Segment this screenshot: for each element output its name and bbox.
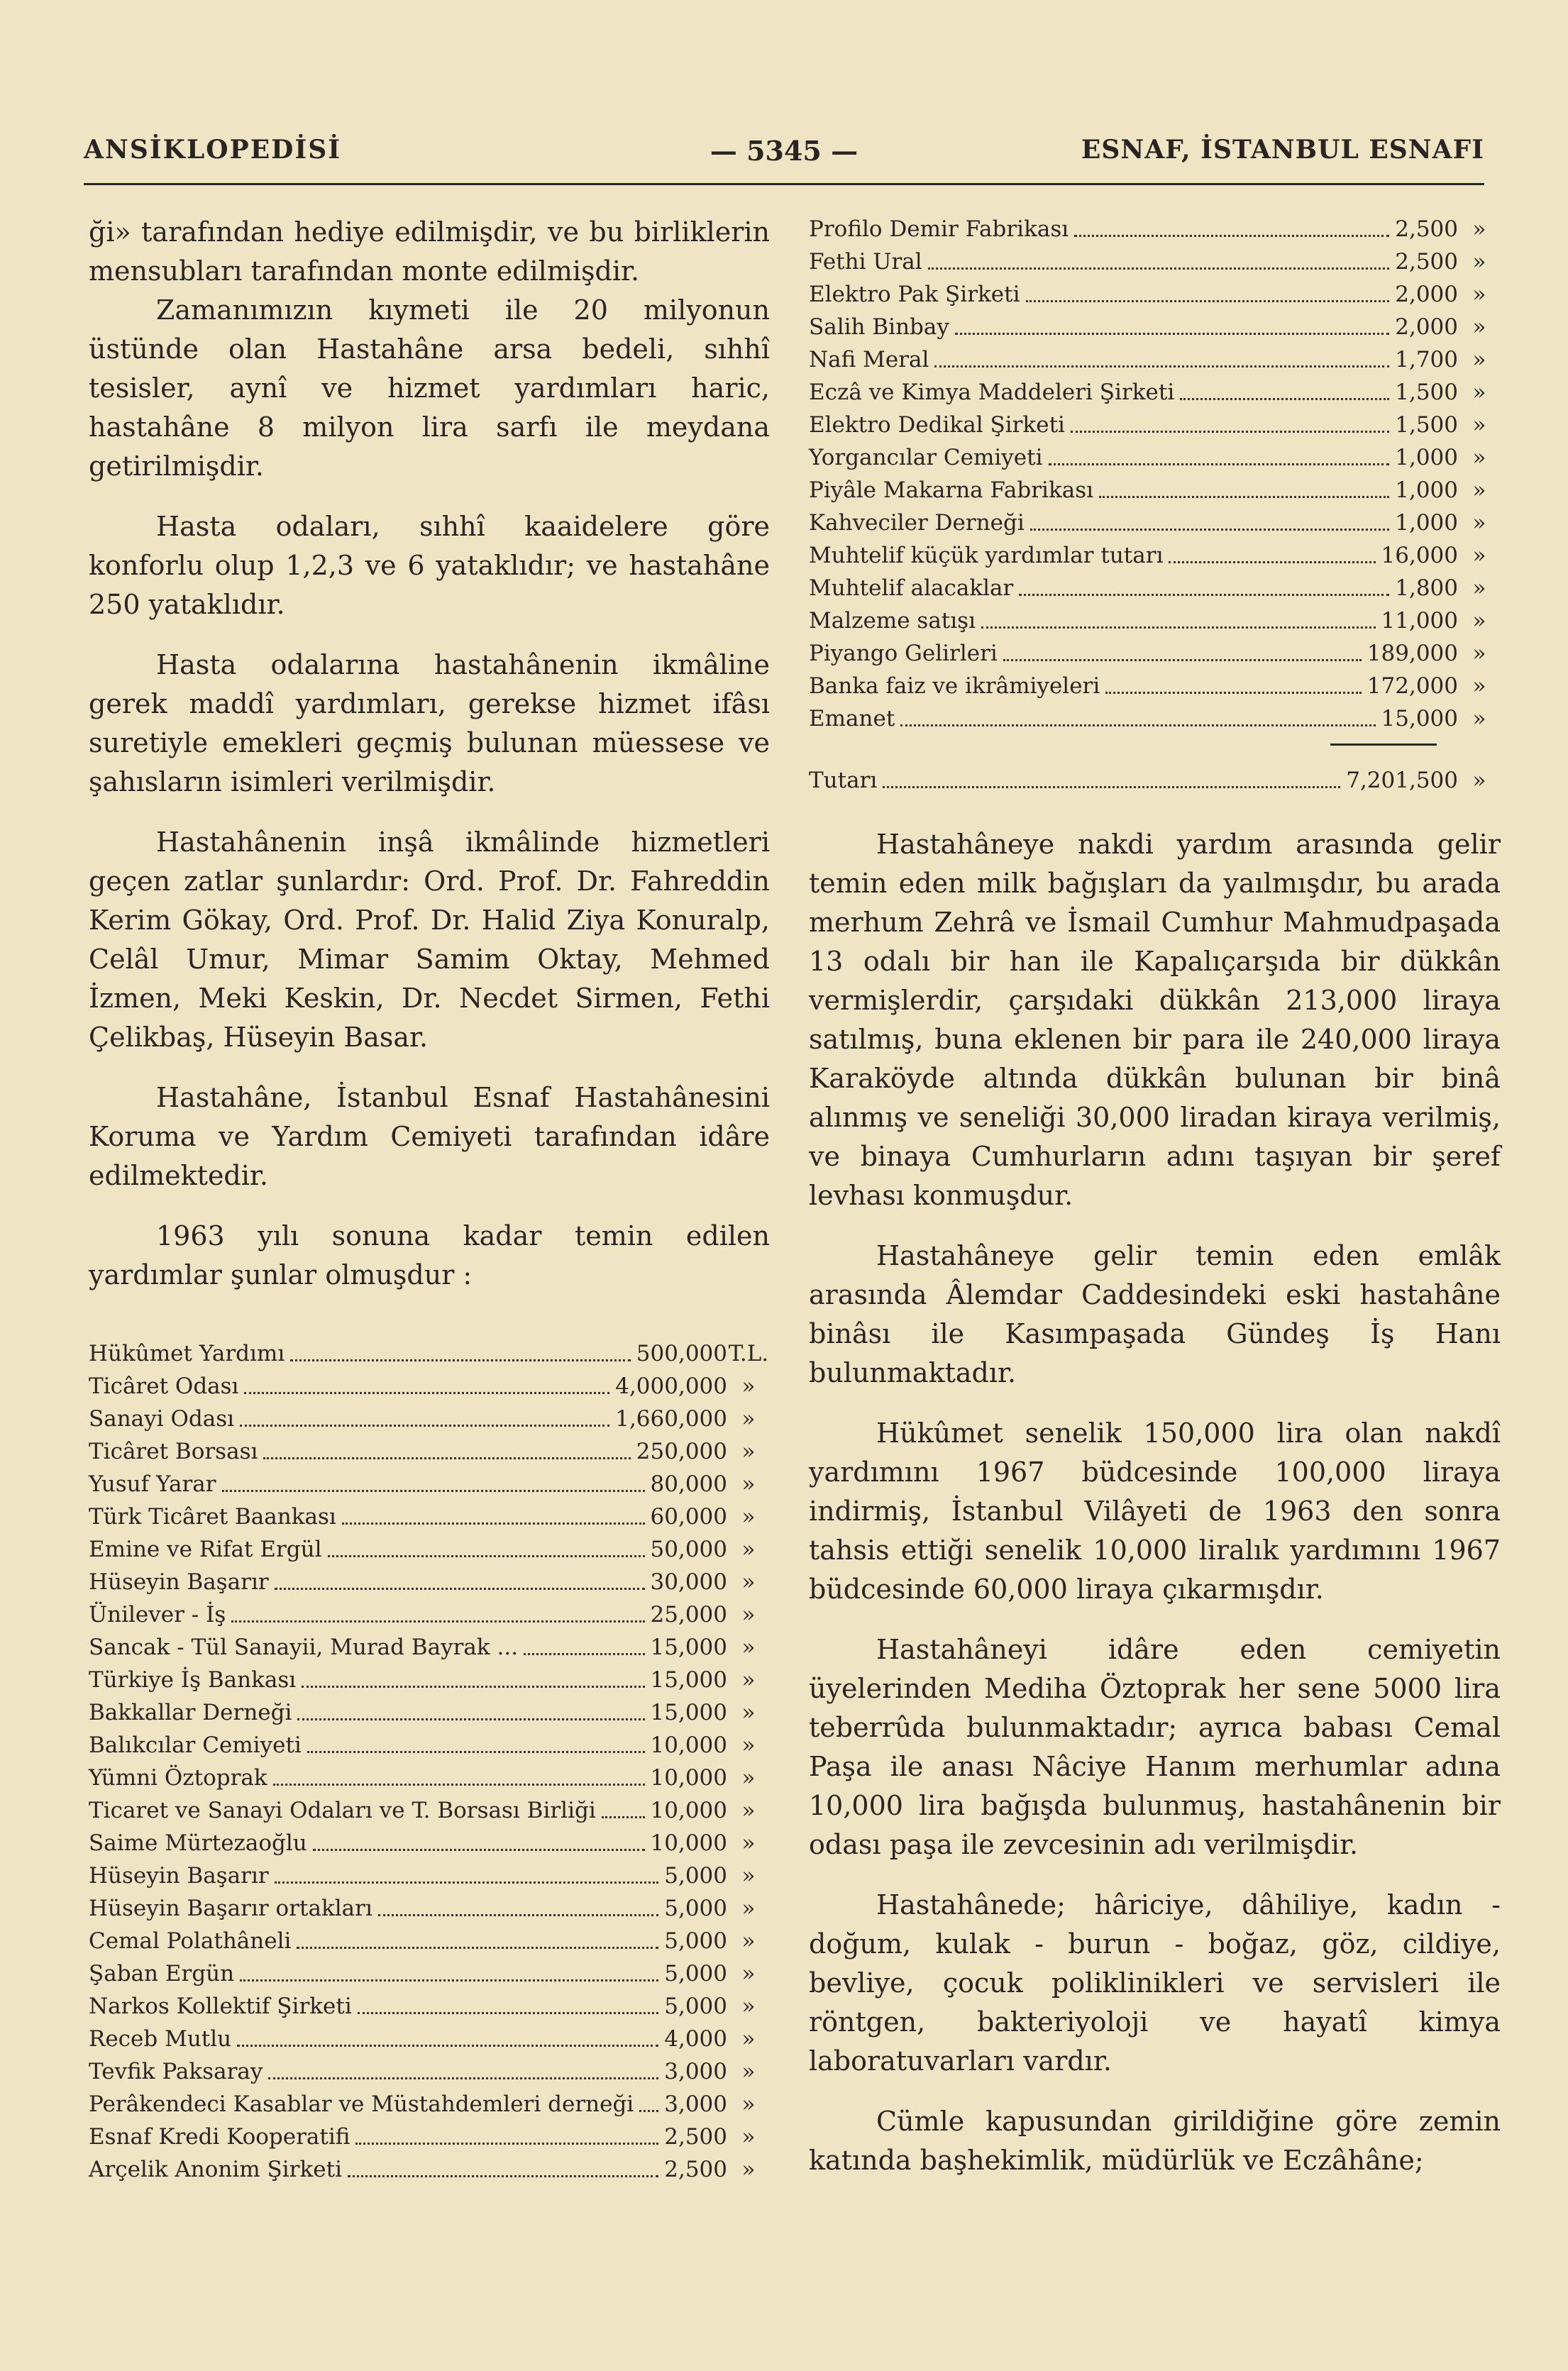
leader-dots	[1169, 561, 1375, 563]
entry-amount: 25,000	[650, 1602, 727, 1627]
entry-name: Fethi Ural	[809, 249, 922, 275]
entry-name: Hüseyin Başarır	[89, 1569, 269, 1595]
leader-dots	[297, 1718, 644, 1720]
paragraph: Cümle kapusundan girildiğine göre zemin katında başhekimlik, müdürlük ve Eczâhâne;	[809, 2106, 1501, 2176]
entry-name: Elektro Pak Şirketi	[809, 282, 1020, 307]
leader-dots	[602, 1816, 645, 1818]
list-item	[809, 702, 1501, 735]
entry-amount: 5,000	[664, 1961, 727, 1986]
list-item	[89, 2055, 770, 2088]
leader-dots	[297, 1947, 658, 1949]
leader-dots	[1030, 529, 1389, 531]
entry-name: Elektro Dedikal Şirketi	[809, 412, 1065, 438]
paragraph: Hastahânenin inşâ ikmâlinde hizmetleri geçen zatlar şunlardır: Ord. Prof. Dr. Fahreddin Kerim Gökay, Ord. Prof. Dr. Halid Ziya Konuralp, Celâl Umur, Mimar Samim Oktay, Mehmed İzmen, Meki Keskin, Dr. Necdet Sirmen, Fethi Çelikbaş, Hüseyin Basar.	[89, 827, 770, 1053]
entry-unit: »	[741, 1700, 756, 1725]
entry-name: Hüseyin Başarır ortakları	[89, 1896, 372, 1921]
leader-dots	[290, 1359, 631, 1361]
entry-name: Emanet	[809, 706, 895, 731]
paragraph: Hastahânede; hâriciye, dâhiliye, kadın - doğum, kulak - burun - boğaz, göz, cildiye, bevliye, çocuk poliklinikleri ve servisleri ile röntgen, bakteriyoloji ve hayatî kimya laboratuvarları vardır.	[809, 1889, 1501, 2077]
entry-amount: 1,500	[1395, 412, 1458, 438]
entry-unit: »	[1472, 380, 1486, 405]
leader-dots	[955, 333, 1389, 335]
entry-name: Yorgancılar Cemiyeti	[809, 445, 1043, 470]
list-item	[89, 1827, 770, 1859]
entry-amount: 15,000	[650, 1635, 727, 1660]
leader-dots	[1003, 659, 1362, 661]
left-column	[89, 213, 770, 2186]
entry-unit: »	[1472, 445, 1486, 470]
entry-name: Narkos Kollektif Şirketi	[89, 1994, 352, 2019]
entry-amount: 15,000	[650, 1667, 727, 1693]
list-item	[89, 1468, 770, 1500]
entry-amount: 1,660,000	[615, 1406, 727, 1432]
leader-dots	[524, 1653, 644, 1655]
entry-name: Hüseyin Başarır	[89, 1863, 269, 1889]
total-label: Tutarı	[809, 768, 878, 793]
entry-amount: 15,000	[1381, 706, 1458, 731]
header-article-title: ESNAF, İSTANBUL ESNAFI	[1081, 135, 1484, 165]
entry-amount: 2,500	[664, 2157, 727, 2182]
entry-amount: 4,000	[664, 2026, 727, 2052]
entry-amount: 5,000	[664, 1928, 727, 1954]
list-item	[89, 1794, 770, 1827]
leader-dots	[358, 2012, 658, 2014]
entry-name: Muhtelif alacaklar	[809, 575, 1014, 601]
entry-unit: T.L.	[728, 1341, 769, 1366]
list-item	[809, 245, 1501, 278]
leader-dots	[273, 1784, 645, 1786]
entry-name: Balıkcılar Cemiyeti	[89, 1732, 302, 1758]
entry-unit: »	[1472, 477, 1486, 503]
header-encyclopedia-title: ANSİKLOPEDİSİ	[84, 135, 342, 165]
entry-name: Ticaret ve Sanayi Odaları ve T. Borsası Birliği	[89, 1798, 596, 1823]
leader-dots	[222, 1490, 645, 1492]
entry-unit: »	[741, 1667, 756, 1693]
entry-name: Cemal Polathâneli	[89, 1928, 292, 1954]
leader-dots	[237, 2045, 658, 2047]
entry-name: Malzeme satışı	[809, 608, 976, 634]
entry-unit: »	[741, 1374, 756, 1399]
entry-name: Sancak - Tül Sanayii, Murad Bayrak ...	[89, 1635, 519, 1660]
leader-dots	[934, 365, 1389, 367]
leader-dots	[244, 1392, 609, 1394]
paragraph: Hastahâneye gelir temin eden emlâk arasında Âlemdar Caddesindeki eski hastahâne binâsı ile Kasımpaşada Gündeş İş Hanı bulunmaktadır.	[809, 1240, 1501, 1388]
entry-unit: »	[741, 2059, 756, 2084]
entry-unit: »	[741, 1765, 756, 1791]
list-item	[809, 311, 1501, 343]
entry-amount: 1,800	[1395, 575, 1458, 601]
entry-unit: »	[741, 1471, 756, 1497]
entry-amount: 15,000	[650, 1700, 727, 1725]
entry-name: Eczâ ve Kimya Maddeleri Şirketi	[809, 380, 1175, 405]
leader-dots	[900, 724, 1375, 726]
entry-name: Bakkallar Derneği	[89, 1700, 292, 1725]
entry-unit: »	[741, 1961, 756, 1986]
leader-dots	[263, 1457, 630, 1459]
list-item	[89, 1500, 770, 1533]
entry-unit: »	[741, 1798, 756, 1823]
entry-amount: 1,500	[1395, 380, 1458, 405]
leader-dots	[355, 2143, 658, 2145]
entry-amount: 2,000	[1395, 282, 1458, 307]
entry-unit: »	[741, 1439, 756, 1464]
entry-name: Ticâret Borsası	[89, 1439, 258, 1464]
entry-unit: »	[1472, 347, 1486, 372]
paragraph: 1963 yılı sonuna kadar temin edilen yardımlar şunlar olmuşdur :	[89, 1220, 770, 1290]
entry-amount: 1,700	[1395, 347, 1458, 372]
entry-name: Piyâle Makarna Fabrikası	[809, 477, 1094, 503]
entry-name: Nafi Meral	[809, 347, 929, 372]
entry-unit: »	[741, 1406, 756, 1432]
entry-name: Piyango Gelirleri	[809, 641, 998, 666]
list-item	[89, 2023, 770, 2055]
leader-dots	[883, 786, 1340, 788]
entry-amount: 500,000	[636, 1341, 727, 1366]
entry-name: Tevfik Paksaray	[89, 2059, 263, 2084]
leader-dots	[1099, 496, 1389, 498]
list-item	[89, 2121, 770, 2153]
list-item	[89, 1631, 770, 1664]
entry-name: Perâkendeci Kasablar ve Müstahdemleri derneği	[89, 2091, 634, 2117]
entry-unit: »	[741, 1896, 756, 1921]
entry-name: Yusuf Yarar	[89, 1471, 216, 1497]
entry-name: Ünilever - İş	[89, 1602, 226, 1627]
list-item	[89, 1729, 770, 1762]
leader-dots	[1071, 431, 1389, 433]
entry-amount: 10,000	[650, 1830, 727, 1856]
entry-amount: 50,000	[650, 1537, 727, 1562]
entry-unit: »	[1472, 575, 1486, 601]
entry-amount: 80,000	[650, 1471, 727, 1497]
entry-amount: 250,000	[636, 1439, 727, 1464]
paragraph: Hasta odaları, sıhhî kaaidelere göre konforlu olup 1,2,3 ve 6 yataklıdır; ve hastahâne 250 yataklıdır.	[89, 511, 770, 620]
leader-dots	[1019, 594, 1389, 596]
list-item	[89, 1435, 770, 1468]
leader-dots	[302, 1686, 644, 1688]
entry-amount: 5,000	[664, 1863, 727, 1889]
total-unit: »	[1472, 768, 1486, 793]
total-amount: 7,201,500	[1346, 768, 1458, 793]
leader-dots	[1180, 398, 1389, 400]
entry-unit: »	[741, 2124, 756, 2150]
leader-dots	[378, 1914, 658, 1916]
entry-name: Ticâret Odası	[89, 1374, 239, 1399]
leader-dots	[1105, 692, 1362, 694]
list-item	[89, 1337, 770, 1370]
entry-name: Saime Mürtezaoğlu	[89, 1830, 307, 1856]
list-item	[809, 572, 1501, 604]
list-item	[89, 2088, 770, 2121]
total-row	[809, 764, 1501, 797]
leader-dots	[231, 1620, 644, 1623]
leader-dots	[639, 2110, 658, 2112]
leader-dots	[928, 267, 1390, 270]
page-header	[84, 135, 1484, 177]
list-item	[809, 474, 1501, 507]
leader-dots	[275, 1881, 659, 1884]
entry-amount: 60,000	[650, 1504, 727, 1530]
entry-amount: 2,500	[664, 2124, 727, 2150]
leader-dots	[1074, 235, 1389, 237]
entry-unit: »	[1472, 282, 1486, 307]
leader-dots	[981, 626, 1376, 629]
entry-unit: »	[741, 1994, 756, 2019]
leader-dots	[1026, 300, 1390, 302]
entry-name: Türkiye İş Bankası	[89, 1667, 297, 1693]
entry-amount: 10,000	[650, 1798, 727, 1823]
entry-unit: »	[1472, 641, 1486, 666]
entry-amount: 10,000	[650, 1732, 727, 1758]
entry-name: Salih Binbay	[809, 314, 949, 340]
entry-unit: »	[1472, 249, 1486, 275]
list-item	[809, 278, 1501, 311]
list-item	[89, 1957, 770, 1990]
entry-unit: »	[1472, 673, 1486, 699]
entry-name: Banka faiz ve ikrâmiyeleri	[809, 673, 1100, 699]
entry-amount: 2,500	[1395, 216, 1458, 242]
entry-unit: »	[1472, 314, 1486, 340]
entry-name: Muhtelif küçük yardımlar tutarı	[809, 543, 1164, 568]
entry-name: Kahveciler Derneği	[809, 510, 1025, 536]
entry-unit: »	[741, 1928, 756, 1954]
entry-amount: 11,000	[1381, 608, 1458, 634]
list-item	[89, 1566, 770, 1598]
entry-name: Hükûmet Yardımı	[89, 1341, 285, 1366]
entry-unit: »	[741, 2091, 756, 2117]
header-rule	[84, 183, 1484, 185]
entry-amount: 16,000	[1381, 543, 1458, 568]
entry-amount: 3,000	[664, 2091, 727, 2117]
leader-dots	[328, 1555, 645, 1557]
entry-unit: »	[1472, 510, 1486, 536]
entry-amount: 1,000	[1395, 445, 1458, 470]
entry-amount: 2,000	[1395, 314, 1458, 340]
entry-amount: 1,000	[1395, 510, 1458, 536]
list-item	[89, 1664, 770, 1696]
list-item	[89, 1403, 770, 1435]
entry-amount: 3,000	[664, 2059, 727, 2084]
leader-dots	[348, 2175, 658, 2177]
paragraph: Hastahâne, İstanbul Esnaf Hastahânesini Koruma ve Yardım Cemiyeti tarafından idâre edilmektedir.	[89, 1082, 770, 1191]
leader-dots	[275, 1588, 645, 1590]
leader-dots	[268, 2077, 658, 2079]
list-item	[89, 1370, 770, 1403]
list-item	[809, 637, 1501, 670]
entry-name: Esnaf Kredi Kooperatifi	[89, 2124, 350, 2150]
entry-amount: 5,000	[664, 1994, 727, 2019]
list-item	[89, 1598, 770, 1631]
list-item	[89, 1533, 770, 1566]
entry-unit: »	[741, 1504, 756, 1530]
donations-list-right	[809, 213, 1501, 735]
entry-name: Yümni Öztoprak	[89, 1765, 267, 1791]
list-item	[809, 376, 1501, 409]
leader-dots	[240, 1979, 658, 1982]
entry-unit: »	[1472, 543, 1486, 568]
entry-amount: 30,000	[650, 1569, 727, 1595]
leader-dots	[342, 1522, 645, 1525]
leader-dots	[307, 1751, 645, 1753]
entry-unit: »	[1472, 216, 1486, 242]
entry-name: Arçelik Anonim Şirketi	[89, 2157, 342, 2182]
paragraph: ği» tarafından hediye edilmişdir, ve bu birliklerin mensubları tarafından monte edilmişdir.	[89, 216, 770, 287]
paragraph: Hastahâneye nakdi yardım arasında gelir temin eden milk bağışları da yaılmışdır, bu arada merhum Zehrâ ve İsmail Cumhur Mahmudpaşada 13 odalı bir han ile Kapalıçarşıda bir dükkân vermişlerdir, çarşıdaki dükkân 213,000 liraya satılmış, buna eklenen bir para ile 240,000 liraya Karaköyde altında dükkân bulunan bir binâ alınmış ve seneliği 30,000 liradan kiraya verilmiş, ve binaya Cumhurların adını taşıyan bir şeref levhası konmuşdur.	[809, 829, 1501, 1211]
list-item	[809, 343, 1501, 376]
list-item	[809, 409, 1501, 441]
entry-name: Receb Mutlu	[89, 2026, 232, 2052]
entry-amount: 5,000	[664, 1896, 727, 1921]
entry-amount: 4,000,000	[615, 1374, 727, 1399]
leader-dots	[1049, 463, 1390, 465]
list-item	[809, 604, 1501, 637]
list-item	[89, 1762, 770, 1794]
list-item	[809, 670, 1501, 702]
entry-name: Profilo Demir Fabrikası	[809, 216, 1069, 242]
entry-amount: 172,000	[1367, 673, 1458, 699]
entry-unit: »	[741, 1635, 756, 1660]
entry-unit: »	[1472, 706, 1486, 731]
entry-name: Türk Ticâret Baankası	[89, 1504, 336, 1530]
right-column	[809, 213, 1501, 2201]
entry-amount: 10,000	[650, 1765, 727, 1791]
entry-name: Şaban Ergün	[89, 1961, 235, 1986]
entry-unit: »	[741, 1732, 756, 1758]
list-item	[89, 2153, 770, 2186]
entry-unit: »	[741, 1830, 756, 1856]
leader-dots	[313, 1849, 645, 1851]
list-item	[89, 1696, 770, 1729]
leader-dots	[240, 1425, 609, 1427]
list-item	[809, 507, 1501, 539]
paragraph: Hasta odalarına hastahânenin ikmâline gerek maddî yardımları, gerekse hizmet ifâsı suretiyle emekleri geçmiş bulunan müessese ve şahısların isimleri verilmişdir.	[89, 649, 770, 797]
paragraph: Hükûmet senelik 150,000 lira olan nakdî yardımını 1967 büdcesinde 100,000 liraya indirmiş, İstanbul Vilâyeti de 1963 den sonra tahsis ettiği senelik 10,000 liralık yardımını 1967 büdcesinde 60,000 liraya çıkarmışdır.	[809, 1417, 1501, 1605]
donations-list-left	[89, 1337, 770, 2186]
entry-unit: »	[741, 1537, 756, 1562]
entry-name: Sanayi Odası	[89, 1406, 235, 1432]
paragraph: Hastahâneyi idâre eden cemiyetin üyelerinden Mediha Öztoprak her sene 5000 lira teberrûda bulunmaktadır; ayrıca babası Cemal Paşa ile anası Nâciye Hanım merhumlar adına 10,000 lira bağışda bulunmuş, hastahânenin bir odası paşa ile zevcesinin adı verilmişdir.	[809, 1634, 1501, 1860]
entry-unit: »	[741, 1602, 756, 1627]
list-item	[89, 1859, 770, 1892]
list-item	[809, 441, 1501, 474]
list-item	[89, 1892, 770, 1925]
entry-unit: »	[1472, 608, 1486, 634]
list-item	[89, 1990, 770, 2023]
entry-unit: »	[741, 2157, 756, 2182]
entry-unit: »	[741, 1569, 756, 1595]
list-item	[809, 213, 1501, 245]
list-item	[809, 539, 1501, 572]
entry-unit: »	[741, 2026, 756, 2052]
header-page-number: — 5345 —	[710, 135, 858, 167]
entry-unit: »	[741, 1863, 756, 1889]
paragraph: Zamanımızın kıymeti ile 20 milyonun üstünde olan Hastahâne arsa bedeli, sıhhî tesisler, aynî ve hizmet yardımları haric, hastahâne 8 milyon lira sarfı ile meydana getirilmişdir.	[89, 294, 770, 482]
entry-unit: »	[1472, 412, 1486, 438]
entry-amount: 2,500	[1395, 249, 1458, 275]
entry-name: Emine ve Rifat Ergül	[89, 1537, 322, 1562]
entry-amount: 189,000	[1367, 641, 1458, 666]
list-item	[89, 1925, 770, 1957]
total-rule	[1330, 744, 1437, 746]
entry-amount: 1,000	[1395, 477, 1458, 503]
